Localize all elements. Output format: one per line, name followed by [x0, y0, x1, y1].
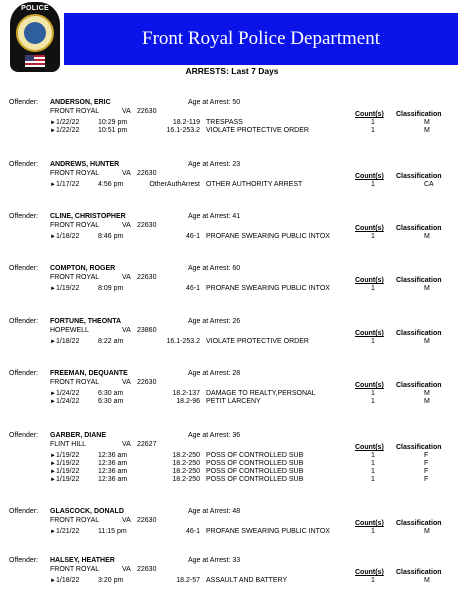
age-value: 48 [232, 508, 241, 515]
offender-record [0, 370, 464, 410]
charge-date: 1/22/22 [56, 119, 80, 126]
charge-description: POSS OF CONTROLLED SUB [206, 452, 304, 459]
arrow-icon: ► [50, 286, 56, 292]
arrow-icon: ► [50, 461, 56, 468]
charge-classification: M [424, 577, 430, 584]
charge-description: PETIT LARCENY [206, 398, 261, 406]
offender-state: VA [122, 441, 131, 448]
offender-city: FRONT ROYAL [50, 170, 100, 177]
offender-name: CLINE, CHRISTOPHER [50, 213, 126, 220]
offender-label: Offender: [9, 318, 39, 325]
counts-header: Count(s) [355, 225, 384, 232]
age-value: 36 [232, 432, 241, 439]
offender-label: Offender: [9, 99, 39, 106]
offender-city: FRONT ROYAL [50, 517, 100, 524]
offender-record [0, 265, 464, 297]
offender-record [0, 161, 464, 193]
classification-header: Classification [396, 444, 442, 451]
charge-time: 4:56 pm [98, 181, 124, 188]
age-label: Age at Arrest: [188, 508, 231, 515]
offender-name: FREEMAN, DEQUANTE [50, 370, 128, 377]
charge-description: POSS OF CONTROLLED SUB [206, 460, 304, 468]
charge-count: 1 [371, 460, 375, 468]
charge-time: 12:36 am [98, 460, 128, 468]
charge-classification: F [424, 460, 429, 468]
charge-date: 1/19/22 [56, 452, 80, 459]
arrow-icon: ► [50, 399, 56, 406]
age-value: 41 [232, 213, 241, 220]
charge-description: POSS OF CONTROLLED SUB [206, 468, 304, 476]
offender-state: VA [122, 327, 131, 334]
charge-description: VIOLATE PROTECTIVE ORDER [206, 338, 309, 345]
charge-code: 18.2-119 [172, 119, 200, 126]
counts-header: Count(s) [355, 382, 384, 389]
age-at-arrest [188, 432, 240, 441]
charge-time: 8:46 pm [98, 233, 124, 240]
age-label: Age at Arrest: [188, 161, 231, 168]
offender-label: Offender: [9, 432, 39, 439]
charge-code: 18.2-250 [172, 476, 200, 484]
offender-city: FRONT ROYAL [50, 274, 100, 281]
charge-classification: F [424, 476, 429, 484]
offender-label: Offender: [9, 370, 39, 377]
offender-zip: 22630 [137, 108, 157, 115]
offender-name: COMPTON, ROGER [50, 265, 116, 272]
counts-header: Count(s) [355, 173, 384, 180]
counts-header: Count(s) [355, 569, 384, 576]
counts-header: Count(s) [355, 111, 384, 118]
arrow-icon: ► [50, 469, 56, 476]
offender-state: VA [122, 170, 131, 177]
charge-classification: M [424, 528, 430, 535]
charge-description: PROFANE SWEARING PUBLIC INTOX [206, 528, 330, 535]
offender-name: HALSEY, HEATHER [50, 557, 115, 564]
charge-code: 46-1 [185, 233, 200, 240]
offender-record [0, 432, 464, 488]
report-subtitle: ARRESTS: Last 7 Days [185, 66, 279, 76]
offender-zip: 22630 [137, 566, 157, 573]
counts-header: Count(s) [355, 444, 384, 451]
charge-code: 18.2-96 [176, 398, 200, 406]
charge-description: POSS OF CONTROLLED SUB [206, 476, 304, 484]
charge-description: TRESPASS [206, 119, 243, 126]
charge-code: OtherAuthArrest [149, 181, 200, 188]
charge-code: 16.1-253.2 [166, 127, 200, 135]
charge-time: 12:36 am [98, 452, 128, 459]
offender-zip: 22627 [137, 441, 157, 448]
charge-row [0, 285, 464, 294]
charge-date: 1/19/22 [56, 285, 80, 292]
charge-code: 18.2-250 [172, 460, 200, 468]
charge-count: 1 [371, 119, 375, 126]
charge-classification: M [424, 398, 430, 406]
charge-count: 1 [371, 577, 375, 584]
age-label: Age at Arrest: [188, 370, 231, 377]
charge-date: 1/22/22 [56, 127, 80, 135]
offender-state: VA [122, 274, 131, 281]
classification-header: Classification [396, 111, 442, 118]
badge-seal [16, 14, 54, 52]
offender-state: VA [122, 517, 131, 524]
charge-count: 1 [371, 452, 375, 459]
charge-time: 10:51 pm [98, 127, 128, 135]
charge-code: 46-1 [185, 528, 200, 535]
charge-row [0, 528, 464, 537]
charge-classification: M [424, 119, 430, 126]
age-value: 60 [232, 265, 241, 272]
offender-label: Offender: [9, 213, 39, 220]
arrow-icon: ► [50, 453, 56, 459]
offender-zip: 22630 [137, 517, 157, 524]
offender-state: VA [122, 222, 131, 229]
charge-classification: F [424, 468, 429, 476]
charge-code: 18.2-250 [172, 468, 200, 476]
classification-header: Classification [396, 569, 442, 576]
charge-time: 12:36 am [98, 476, 128, 484]
classification-header: Classification [396, 225, 442, 232]
charge-count: 1 [371, 398, 375, 406]
offender-zip: 23860 [137, 327, 157, 334]
charge-count: 1 [371, 181, 375, 188]
counts-header: Count(s) [355, 330, 384, 337]
charge-date: 1/18/22 [56, 233, 80, 240]
charge-date: 1/18/22 [56, 577, 80, 584]
arrow-icon: ► [50, 234, 56, 240]
offender-record [0, 508, 464, 540]
charge-row [0, 476, 464, 485]
counts-header: Count(s) [355, 277, 384, 284]
charge-code: 46-1 [185, 285, 200, 292]
charge-date: 1/24/22 [56, 398, 80, 406]
charge-classification: M [424, 233, 430, 240]
charge-count: 1 [371, 476, 375, 484]
charge-code: 16.1-253.2 [166, 338, 200, 345]
charge-time: 8:22 am [98, 338, 124, 345]
offender-name: ANDERSON, ERIC [50, 99, 111, 106]
charge-description: DAMAGE TO REALTY,PERSONAL [206, 390, 316, 397]
charge-date: 1/18/22 [56, 338, 80, 345]
charge-count: 1 [371, 528, 375, 535]
charge-time: 8:09 pm [98, 285, 124, 292]
arrow-icon: ► [50, 182, 56, 188]
counts-header: Count(s) [355, 520, 384, 527]
charge-count: 1 [371, 390, 375, 397]
classification-header: Classification [396, 173, 442, 180]
charge-date: 1/24/22 [56, 390, 80, 397]
age-label: Age at Arrest: [188, 99, 231, 106]
charge-row [0, 577, 464, 586]
age-at-arrest [188, 318, 240, 327]
offender-name: ANDREWS, HUNTER [50, 161, 120, 168]
charge-code: 18.2-250 [172, 452, 200, 459]
charge-time: 12:36 am [98, 468, 128, 476]
charge-row [0, 127, 464, 136]
offender-city: FLINT HILL [50, 441, 87, 448]
offender-record [0, 99, 464, 139]
age-at-arrest [188, 508, 240, 517]
age-value: 33 [232, 557, 241, 564]
offender-label: Offender: [9, 161, 39, 168]
charge-time: 6:30 am [98, 398, 124, 406]
charge-time: 11:15 pm [98, 528, 127, 535]
police-badge-logo [10, 2, 60, 72]
age-at-arrest [188, 265, 240, 274]
age-value: 23 [232, 161, 241, 168]
charge-row [0, 398, 464, 407]
charge-row [0, 233, 464, 242]
offender-state: VA [122, 108, 131, 115]
charge-time: 3:20 pm [98, 577, 124, 584]
offender-city: FRONT ROYAL [50, 108, 100, 115]
arrow-icon: ► [50, 339, 56, 345]
age-label: Age at Arrest: [188, 265, 231, 272]
offender-record [0, 318, 464, 350]
charge-description: PROFANE SWEARING PUBLIC INTOX [206, 233, 330, 240]
offender-state: VA [122, 379, 131, 386]
classification-header: Classification [396, 520, 442, 527]
charge-description: OTHER AUTHORITY ARREST [206, 181, 303, 188]
offender-city: FRONT ROYAL [50, 566, 100, 573]
offender-name: GARBER, DIANE [50, 432, 107, 439]
age-at-arrest [188, 99, 240, 108]
charge-date: 1/19/22 [56, 476, 80, 484]
age-label: Age at Arrest: [188, 318, 231, 325]
age-at-arrest [188, 213, 240, 222]
age-value: 28 [232, 370, 241, 377]
charge-time: 10:29 pm [98, 119, 128, 126]
charge-count: 1 [371, 468, 375, 476]
classification-header: Classification [396, 330, 442, 337]
arrow-icon: ► [50, 391, 56, 397]
offender-record [0, 557, 464, 589]
charge-date: 1/19/22 [56, 460, 80, 468]
arrow-icon: ► [50, 120, 56, 126]
charge-code: 18.2-57 [176, 577, 200, 584]
charge-count: 1 [371, 338, 375, 345]
offender-city: HOPEWELL [50, 327, 89, 334]
offender-label: Offender: [9, 557, 39, 564]
charge-count: 1 [371, 127, 375, 135]
arrow-icon: ► [50, 529, 56, 535]
offender-city: FRONT ROYAL [50, 379, 100, 386]
charge-description: VIOLATE PROTECTIVE ORDER [206, 127, 309, 135]
classification-header: Classification [396, 277, 442, 284]
offender-label: Offender: [9, 508, 39, 515]
charge-date: 1/19/22 [56, 468, 80, 476]
offender-name: GLASCOCK, DONALD [50, 508, 124, 515]
charge-code: 18.2-137 [172, 390, 200, 397]
charge-classification: M [424, 390, 430, 397]
age-label: Age at Arrest: [188, 557, 231, 564]
arrow-icon: ► [50, 477, 56, 484]
charge-date: 1/21/22 [56, 528, 80, 535]
badge-word: POLICE [21, 5, 49, 12]
page-title: Front Royal Police Department [64, 13, 458, 65]
offender-zip: 22630 [137, 170, 157, 177]
charge-classification: M [424, 285, 430, 292]
charge-count: 1 [371, 285, 375, 292]
offender-zip: 22630 [137, 222, 157, 229]
charge-description: PROFANE SWEARING PUBLIC INTOX [206, 285, 330, 292]
age-value: 26 [232, 318, 241, 325]
charge-classification: CA [424, 181, 434, 188]
offender-label: Offender: [9, 265, 39, 272]
arrow-icon: ► [50, 128, 56, 135]
offender-record [0, 213, 464, 245]
age-at-arrest [188, 370, 240, 379]
charge-description: ASSAULT AND BATTERY [206, 577, 288, 584]
classification-header: Classification [396, 382, 442, 389]
charge-classification: M [424, 127, 430, 135]
age-label: Age at Arrest: [188, 213, 231, 220]
age-at-arrest [188, 557, 240, 566]
arrow-icon: ► [50, 578, 56, 584]
age-value: 50 [232, 99, 241, 106]
charge-row [0, 338, 464, 347]
age-label: Age at Arrest: [188, 432, 231, 439]
age-at-arrest [188, 161, 240, 170]
offender-state: VA [122, 566, 131, 573]
offender-zip: 22630 [137, 274, 157, 281]
charge-time: 6:30 am [98, 390, 124, 397]
charge-date: 1/17/22 [56, 181, 80, 188]
charge-count: 1 [371, 233, 375, 240]
charge-row [0, 181, 464, 190]
offender-zip: 22630 [137, 379, 157, 386]
offender-name: FORTUNE, THEONTA [50, 318, 122, 325]
charge-classification: F [424, 452, 429, 459]
offender-city: FRONT ROYAL [50, 222, 100, 229]
charge-classification: M [424, 338, 430, 345]
